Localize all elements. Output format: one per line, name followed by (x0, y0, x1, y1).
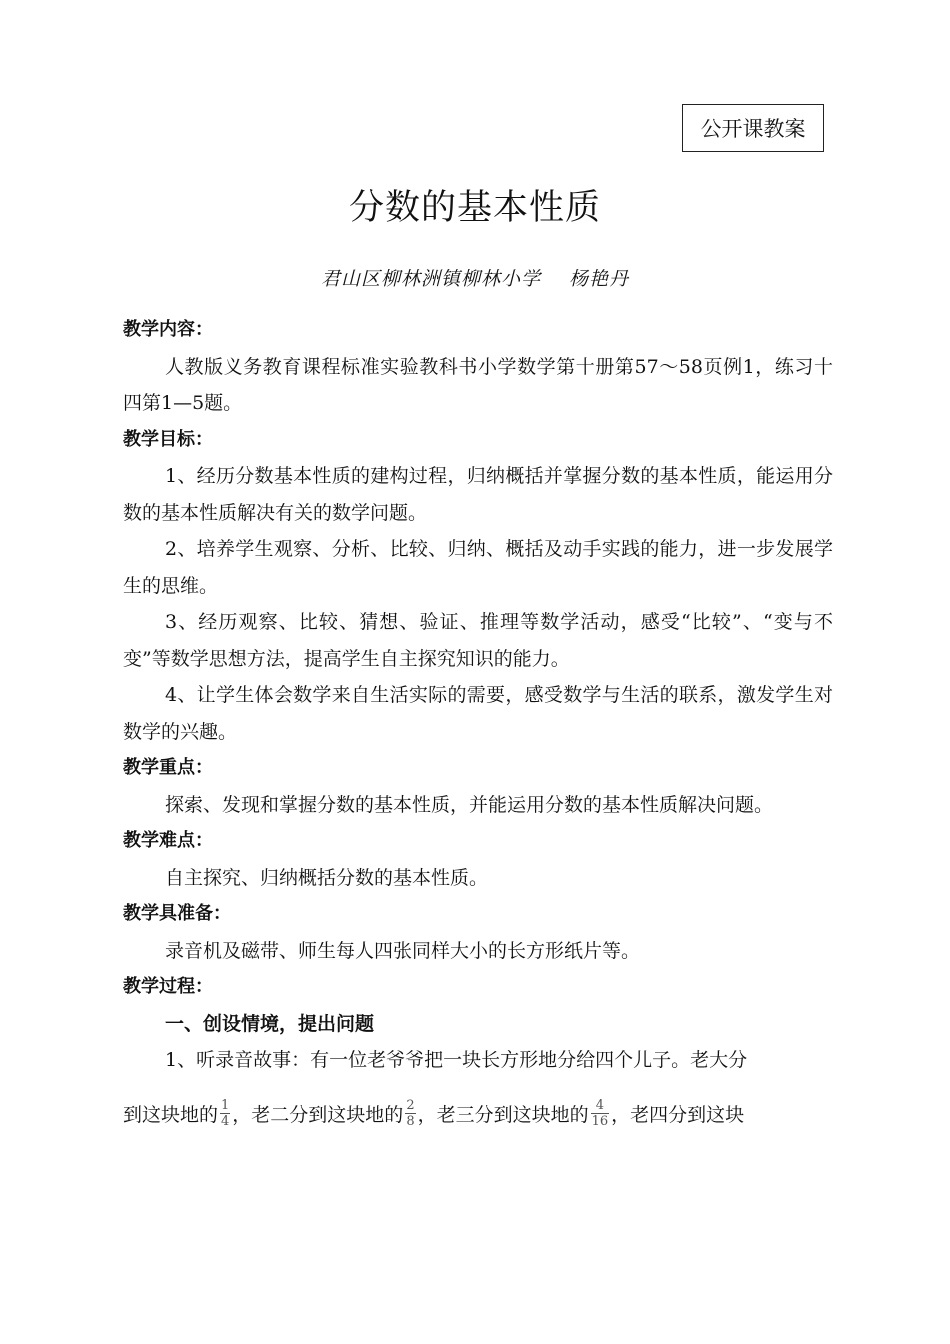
fraction-numerator: 2 (406, 1098, 415, 1113)
goal-item-4: 4、让学生体会数学来自生活实际的需要，感受数学与生活的联系，激发学生对数学的兴趣。 (123, 684, 833, 743)
content-paragraph: 人教版义务教育课程标准实验教科书小学数学第十册第57～58页例1，练习十四第1—5题。 (123, 355, 833, 414)
fraction-denominator: 4 (221, 1114, 230, 1129)
fraction-four-sixteenths (591, 1098, 610, 1129)
section-heading-materials: 教学具准备： (123, 903, 231, 924)
section-heading-key-point: 教学重点： (123, 757, 213, 778)
story-text-part3: ，老三分到这块地的 (417, 1103, 589, 1126)
section-heading-process: 教学过程： (123, 976, 213, 997)
step-1-title: 一、创设情境，提出问题 (165, 1012, 375, 1035)
author-name: 杨艳丹 (569, 268, 630, 290)
materials-paragraph: 录音机及磁带、师生每人四张同样大小的长方形纸片等。 (165, 939, 641, 962)
fraction-denominator: 8 (406, 1114, 415, 1129)
story-line-2 (123, 1095, 833, 1135)
story-text-part4: ，老四分到这块 (611, 1103, 745, 1126)
fraction-two-eighths (405, 1098, 415, 1129)
author-school: 君山区柳林洲镇柳林小学 (320, 268, 541, 290)
author-line (0, 264, 950, 291)
section-heading-goals: 教学目标： (123, 428, 213, 450)
story-text-part1: 到这块地的 (123, 1103, 219, 1126)
key-point-paragraph: 探索、发现和掌握分数的基本性质，并能运用分数的基本性质解决问题。 (165, 793, 774, 816)
story-text-part2: ，老二分到这块地的 (232, 1103, 404, 1126)
goal-item-2: 2、培养学生观察、分析、比较、归纳、概括及动手实践的能力，进一步发展学生的思维。 (123, 538, 833, 597)
section-heading-content: 教学内容： (123, 319, 213, 340)
lesson-type-badge: 公开课教案 (682, 104, 824, 152)
section-heading-difficulty: 教学难点： (123, 830, 213, 851)
fraction-numerator: 4 (595, 1098, 605, 1113)
goal-item-1: 1、经历分数基本性质的建构过程，归纳概括并掌握分数的基本性质，能运用分数的基本性质解决有关的数学问题。 (123, 465, 833, 524)
difficulty-paragraph: 自主探究、归纳概括分数的基本性质。 (165, 866, 489, 889)
fraction-numerator: 1 (221, 1098, 230, 1113)
fraction-denominator: 16 (591, 1114, 609, 1129)
goal-item-3: 3、经历观察、比较、猜想、验证、推理等数学活动，感受“比较”、“变与不变”等数学思想方法，提高学生自主探究知识的能力。 (123, 611, 833, 670)
fraction-one-quarter (220, 1098, 230, 1129)
document-title: 分数的基本性质 (348, 188, 601, 228)
story-line-1: 1、听录音故事：有一位老爷爷把一块长方形地分给四个儿子。老大分 (165, 1049, 748, 1071)
document-body (123, 312, 833, 1135)
